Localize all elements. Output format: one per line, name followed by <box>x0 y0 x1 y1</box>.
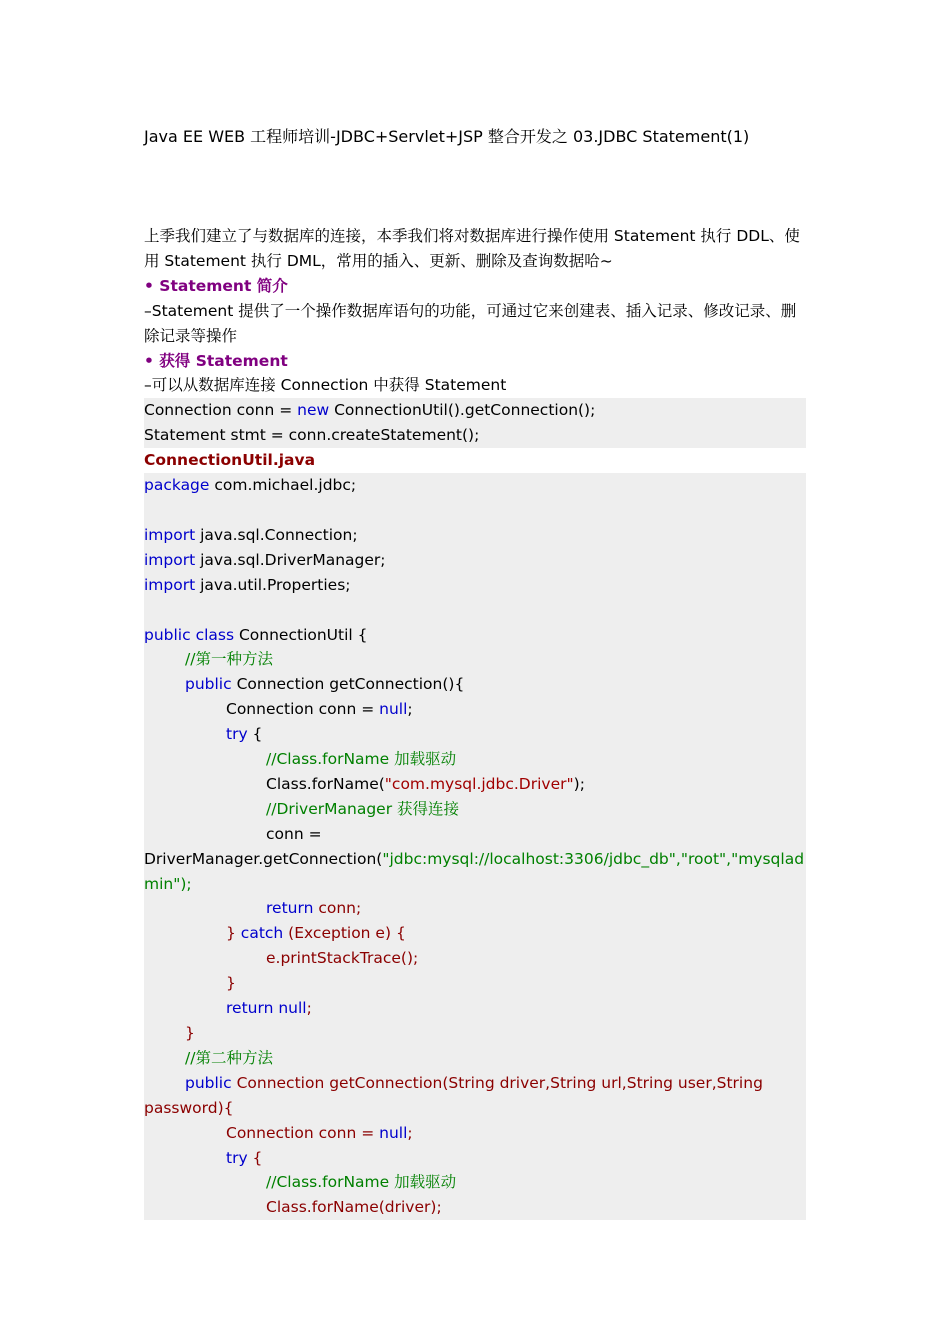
code-line: Connection conn = null; <box>226 1123 413 1142</box>
file-heading: ConnectionUtil.java <box>144 451 316 470</box>
code-comment: //DriverManager 获得连接 <box>266 799 460 818</box>
code-line: } <box>226 974 236 993</box>
code-line: } <box>185 1024 195 1042</box>
code-line: try { <box>226 1148 263 1167</box>
statement-description: –Statement 提供了一个操作数据库语句的功能，可通过它来创建表、插入记录、修改记录、删除记录等操作 <box>144 301 797 345</box>
code-line: import java.sql.DriverManager; <box>144 550 386 569</box>
document-body <box>144 224 806 1220</box>
code-line: Statement stmt = conn.createStatement(); <box>144 426 480 445</box>
connection-util-code-block <box>144 473 806 1220</box>
code-line: public Connection getConnection(){ <box>185 675 465 694</box>
document-title: Java EE WEB 工程师培训-JDBC+Servlet+JSP 整合开发之 03.JDBC Statement(1) <box>144 127 750 146</box>
section-heading-get-statement: • 获得 Statement <box>144 351 288 370</box>
code-line: public class ConnectionUtil { <box>144 625 368 644</box>
code-line: Class.forName("com.mysql.jdbc.Driver"); <box>266 774 585 793</box>
code-line: public Connection getConnection(String driver,String url,String user,String password){ <box>144 1073 763 1117</box>
code-line: import java.sql.Connection; <box>144 525 358 544</box>
code-line: Class.forName(driver); <box>266 1198 442 1217</box>
intro-paragraph: 上季我们建立了与数据库的连接，本季我们将对数据库进行操作使用 Statement 执行 DDL、使用 Statement 执行 DML，常用的插入、更新、删除及查询数据哈~ <box>144 227 800 270</box>
code-blank-line <box>144 598 806 623</box>
code-line: conn = <box>266 824 322 843</box>
code-comment: //第二种方法 <box>185 1048 273 1067</box>
code-line: } catch (Exception e) { <box>226 924 406 943</box>
code-line: e.printStackTrace(); <box>266 949 419 968</box>
get-statement-description: –可以从数据库连接 Connection 中获得 Statement <box>144 376 507 395</box>
statement-code-snippet <box>144 398 806 448</box>
code-blank-line <box>144 498 806 523</box>
section-heading-statement-intro: • Statement 简介 <box>144 276 288 295</box>
code-comment: //第一种方法 <box>185 650 273 669</box>
code-line: return null; <box>226 999 312 1018</box>
code-line: try { <box>226 725 263 744</box>
code-line: return conn; <box>266 899 362 918</box>
code-line: DriverManager.getConnection("jdbc:mysql://localhost:3306/jdbc_db","root","mysqladmin"); <box>144 849 805 893</box>
code-line: package com.michael.jdbc; <box>144 476 357 495</box>
code-line: Connection conn = new ConnectionUtil().getConnection(); <box>144 401 596 420</box>
code-comment: //Class.forName 加载驱动 <box>266 750 457 769</box>
code-comment: //Class.forName 加载驱动 <box>266 1173 457 1192</box>
code-line: import java.util.Properties; <box>144 575 351 594</box>
code-line: Connection conn = null; <box>226 700 413 719</box>
